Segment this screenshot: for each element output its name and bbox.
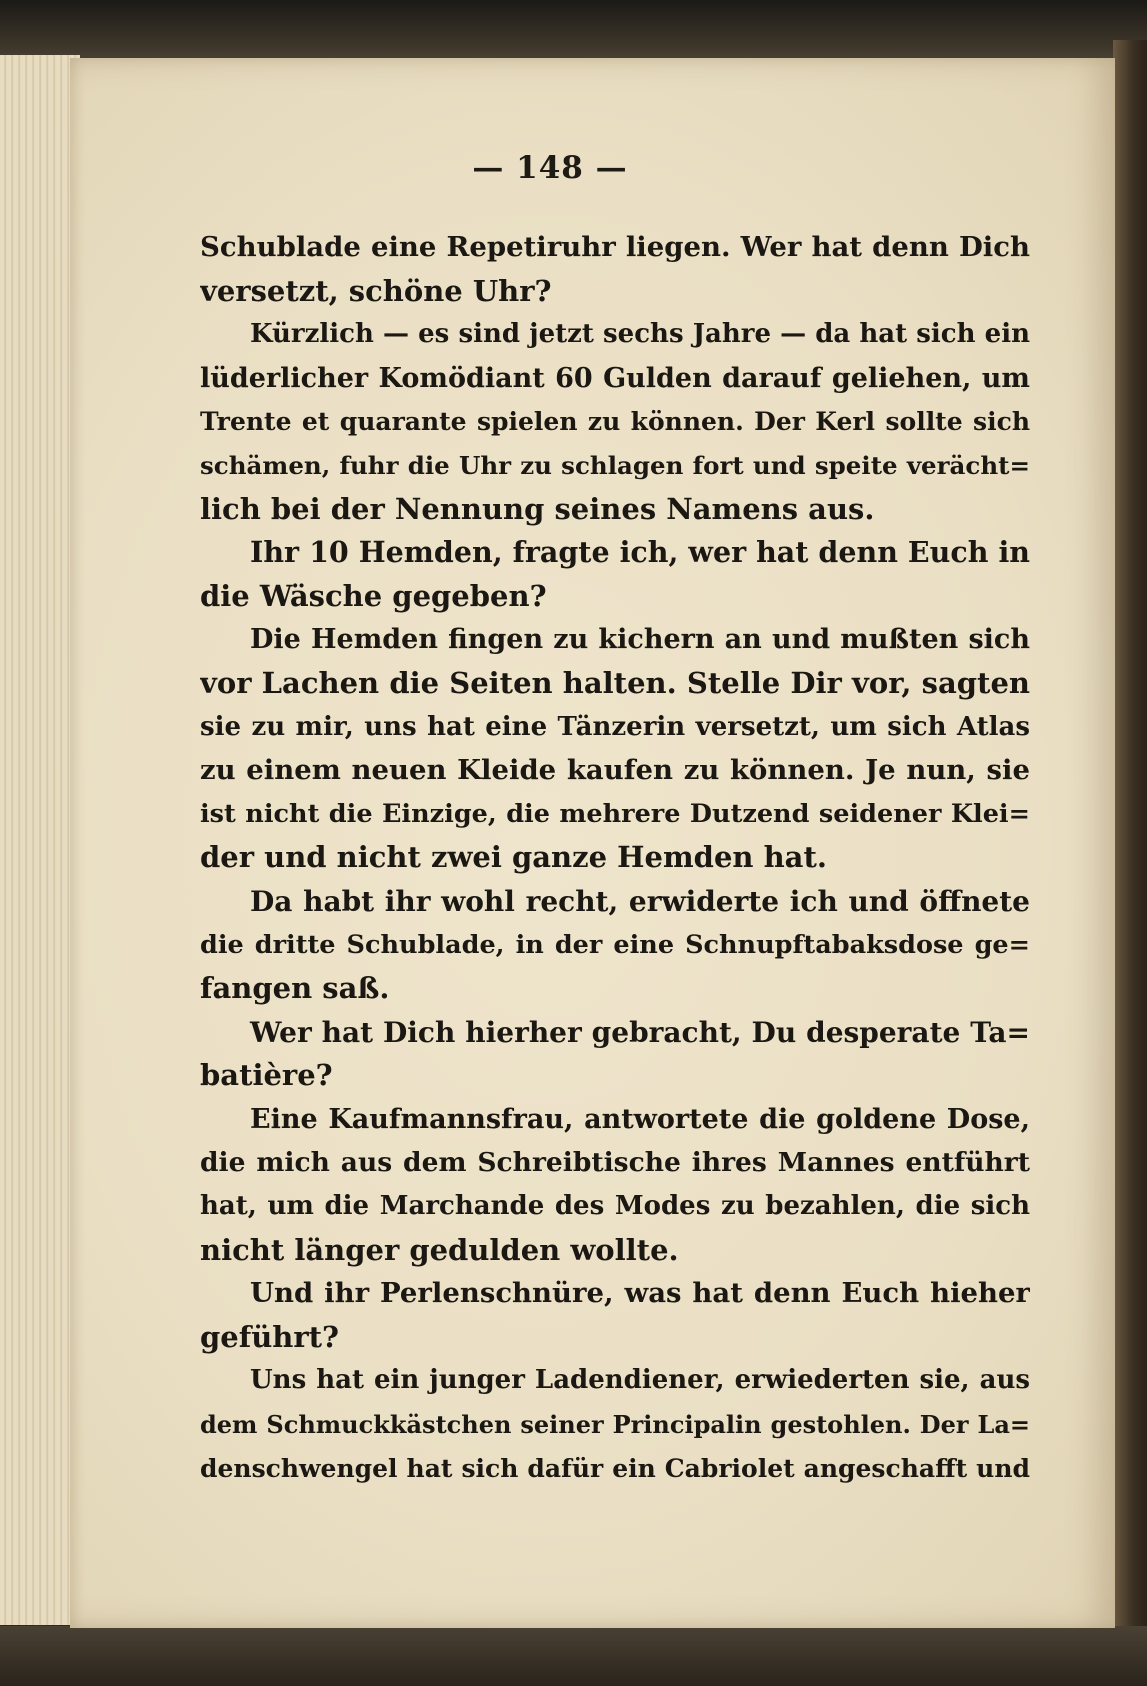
text-line: Die Hemden fingen zu kichern an und mußten sich [250,624,1030,656]
book-bottom-edge [0,1626,1147,1686]
book-page [70,58,1115,1628]
text-line: die dritte Schublade, in der eine Schnupftabaksdose ge= [200,929,1030,960]
text-line: Ihr 10 Hemden, fragte ich, wer hat denn Euch in [250,535,1030,570]
text-line: Da habt ihr wohl recht, erwiderte ich und öffnete [250,884,1030,918]
text-line: die Wäsche gegeben? [200,578,547,613]
text-line: ist nicht die Einzige, die mehrere Dutzend seidener Klei= [200,798,1030,829]
text-line: Eine Kaufmannsfrau, antwortete die goldene Dose, [250,1103,1030,1135]
text-line: fangen saß. [200,971,390,1006]
text-line: hat, um die Marchande des Modes zu bezahlen, die sich [200,1191,1030,1222]
page-number: — 148 — [472,150,628,186]
text-line: lüderlicher Komödiant 60 Gulden darauf geliehen, um [200,362,1030,394]
text-line: sie zu mir, uns hat eine Tänzerin versetzt, um sich Atlas [200,711,1030,742]
book-top-edge [0,0,1147,60]
text-line: der und nicht zwei ganze Hemden hat. [200,840,827,875]
text-line: Trente et quarante spielen zu können. Der Kerl sollte sich [200,407,1030,437]
text-line: Uns hat ein junger Ladendiener, erwiederten sie, aus [250,1365,1030,1396]
text-line: zu einem neuen Kleide kaufen zu können. Je nun, sie [200,754,1030,787]
text-line: nicht länger gedulden wollte. [200,1232,679,1267]
text-line: denschwengel hat sich dafür ein Cabriolet angeschafft und [200,1453,1030,1483]
book-binding [1113,40,1147,1640]
page-text [200,226,1030,1490]
text-line: versetzt, schöne Uhr? [200,273,552,308]
text-line: die mich aus dem Schreibtische ihres Mannes entführt [200,1147,1030,1179]
text-line: lich bei der Nennung seines Namens aus. [200,491,875,526]
text-line: Und ihr Perlenschnüre, was hat denn Euch hieher [250,1277,1030,1310]
text-line: Schublade eine Repetiruhr liegen. Wer hat denn Dich [200,231,1030,263]
text-line: batière? [200,1058,333,1093]
text-line: vor Lachen die Seiten halten. Stelle Dir vor, sagten [200,665,1030,700]
text-line: schämen, fuhr die Uhr zu schlagen fort und speite verächt= [200,450,1030,480]
text-line: dem Schmuckkästchen seiner Principalin gestohlen. Der La= [200,1410,1030,1440]
text-line: Kürzlich — es sind jetzt sechs Jahre — da hat sich ein [250,319,1030,350]
text-line: geführt? [200,1319,340,1354]
page-stack-edges [0,55,80,1625]
text-line: Wer hat Dich hierher gebracht, Du desperate Ta= [250,1015,1030,1049]
